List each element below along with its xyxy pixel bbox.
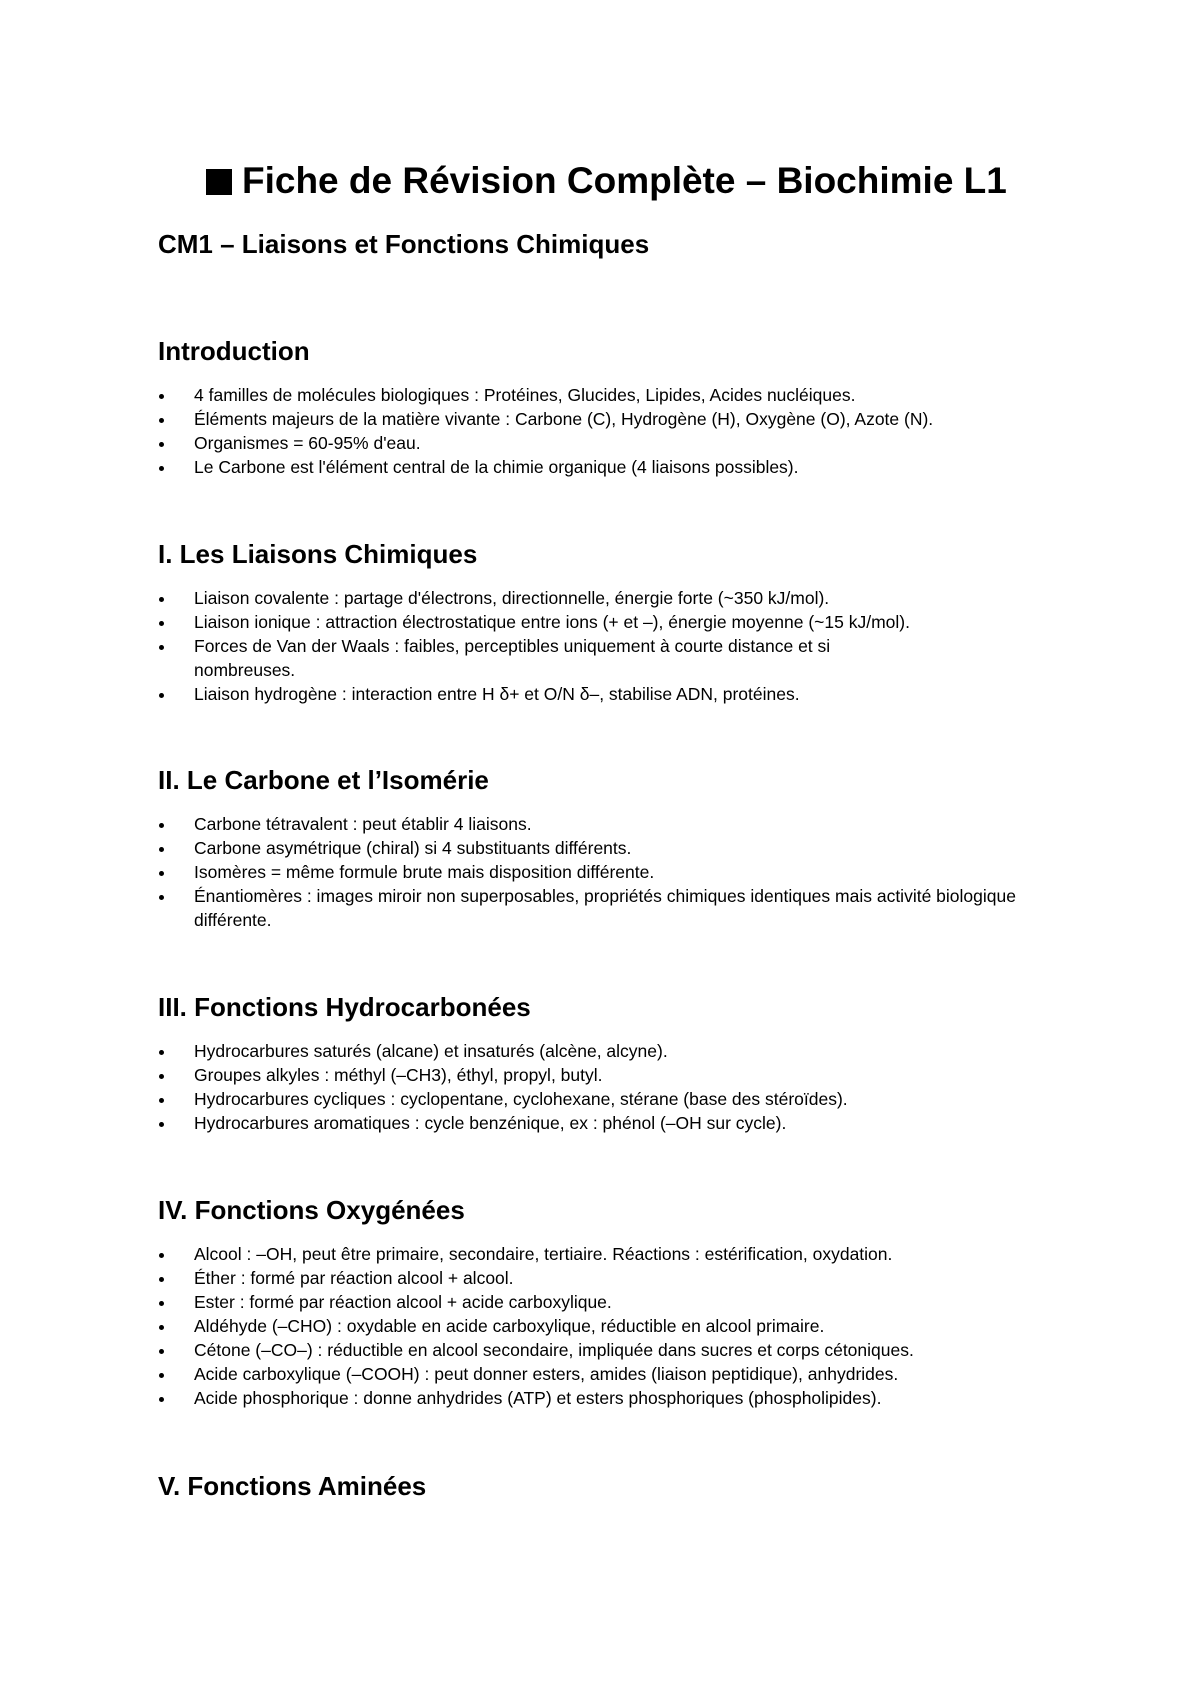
bullet-icon xyxy=(159,621,164,626)
list-item: Carbone tétravalent : peut établir 4 liaisons. xyxy=(158,812,1074,836)
bullet-icon xyxy=(159,1122,164,1127)
course-subtitle: CM1 – Liaisons et Fonctions Chimiques xyxy=(158,229,650,259)
section-heading: V. Fonctions Aminées xyxy=(158,1471,427,1501)
list-item: Hydrocarbures aromatiques : cycle benzénique, ex : phénol (–OH sur cycle). xyxy=(158,1111,1074,1135)
list-item: Alcool : –OH, peut être primaire, secondaire, tertiaire. Réactions : estérification, oxydation. xyxy=(158,1242,1074,1266)
list-item: Hydrocarbures cycliques : cyclopentane, cyclohexane, stérane (base des stéroïdes). xyxy=(158,1087,1074,1111)
section-fonctions-hydrocarbonees xyxy=(158,989,1058,1135)
section-introduction xyxy=(158,333,1058,479)
bullet-icon xyxy=(159,1074,164,1079)
bullet-icon xyxy=(159,394,164,399)
bullet-icon xyxy=(159,1253,164,1258)
bullet-icon xyxy=(159,1098,164,1103)
section-heading: II. Le Carbone et l’Isomérie xyxy=(158,765,489,795)
bullet-icon xyxy=(159,693,164,698)
document-title xyxy=(206,156,1007,206)
list-item: Éther : formé par réaction alcool + alcool. xyxy=(158,1266,1074,1290)
list-item: Acide carboxylique (–COOH) : peut donner esters, amides (liaison peptidique), anhydrides. xyxy=(158,1362,1074,1386)
bullet-icon xyxy=(159,1301,164,1306)
bullet-icon xyxy=(159,597,164,602)
list-item: Cétone (–CO–) : réductible en alcool secondaire, impliquée dans sucres et corps cétoniques. xyxy=(158,1338,1074,1362)
bullet-list xyxy=(158,1039,1058,1135)
document-title-text: Fiche de Révision Complète – Biochimie L1 xyxy=(242,160,1007,201)
list-item: Éléments majeurs de la matière vivante : Carbone (C), Hydrogène (H), Oxygène (O), Azote (N). xyxy=(158,407,1074,431)
list-item: Isomères = même formule brute mais disposition différente. xyxy=(158,860,1074,884)
bullet-list xyxy=(158,812,1058,932)
bullet-list xyxy=(158,1242,1058,1410)
section-carbone-isomerie xyxy=(158,762,1058,932)
list-item: Liaison covalente : partage d'électrons, directionnelle, énergie forte (~350 kJ/mol). xyxy=(158,586,1074,610)
list-item: Liaison ionique : attraction électrostatique entre ions (+ et –), énergie moyenne (~15 kJ/mol). xyxy=(158,610,1074,634)
list-item: Énantiomères : images miroir non superposables, propriétés chimiques identiques mais activité biologique différente. xyxy=(158,884,1074,932)
list-item: Acide phosphorique : donne anhydrides (ATP) et esters phosphoriques (phospholipides). xyxy=(158,1386,1074,1410)
bullet-icon xyxy=(159,645,164,650)
bullet-icon xyxy=(159,847,164,852)
bullet-icon xyxy=(159,1050,164,1055)
section-heading: III. Fonctions Hydrocarbonées xyxy=(158,992,531,1022)
bullet-list xyxy=(158,586,1058,706)
bullet-icon xyxy=(159,418,164,423)
section-heading: I. Les Liaisons Chimiques xyxy=(158,539,478,569)
black-square-icon xyxy=(206,169,232,195)
bullet-icon xyxy=(159,1349,164,1354)
list-item: Forces de Van der Waals : faibles, perceptibles uniquement à courte distance et si nombreuses. xyxy=(158,634,934,682)
section-heading: IV. Fonctions Oxygénées xyxy=(158,1195,465,1225)
section-fonctions-oxygenees xyxy=(158,1192,1058,1410)
list-item: Le Carbone est l'élément central de la chimie organique (4 liaisons possibles). xyxy=(158,455,1074,479)
list-item: Aldéhyde (–CHO) : oxydable en acide carboxylique, réductible en alcool primaire. xyxy=(158,1314,1074,1338)
section-heading: Introduction xyxy=(158,336,310,366)
bullet-icon xyxy=(159,823,164,828)
list-item: Ester : formé par réaction alcool + acide carboxylique. xyxy=(158,1290,1074,1314)
bullet-icon xyxy=(159,466,164,471)
bullet-icon xyxy=(159,1325,164,1330)
section-liaisons-chimiques xyxy=(158,536,1058,706)
bullet-icon xyxy=(159,871,164,876)
list-item: 4 familles de molécules biologiques : Protéines, Glucides, Lipides, Acides nucléiques. xyxy=(158,383,1074,407)
list-item: Carbone asymétrique (chiral) si 4 substituants différents. xyxy=(158,836,1074,860)
bullet-icon xyxy=(159,1373,164,1378)
list-item: Groupes alkyles : méthyl (–CH3), éthyl, propyl, butyl. xyxy=(158,1063,1074,1087)
list-item: Liaison hydrogène : interaction entre H δ+ et O/N δ–, stabilise ADN, protéines. xyxy=(158,682,1074,706)
bullet-icon xyxy=(159,442,164,447)
bullet-icon xyxy=(159,1277,164,1282)
bullet-list xyxy=(158,383,1058,479)
list-item: Hydrocarbures saturés (alcane) et insaturés (alcène, alcyne). xyxy=(158,1039,1074,1063)
section-fonctions-aminees xyxy=(158,1468,1058,1504)
bullet-icon xyxy=(159,1397,164,1402)
bullet-icon xyxy=(159,895,164,900)
list-item: Organismes = 60-95% d'eau. xyxy=(158,431,1074,455)
